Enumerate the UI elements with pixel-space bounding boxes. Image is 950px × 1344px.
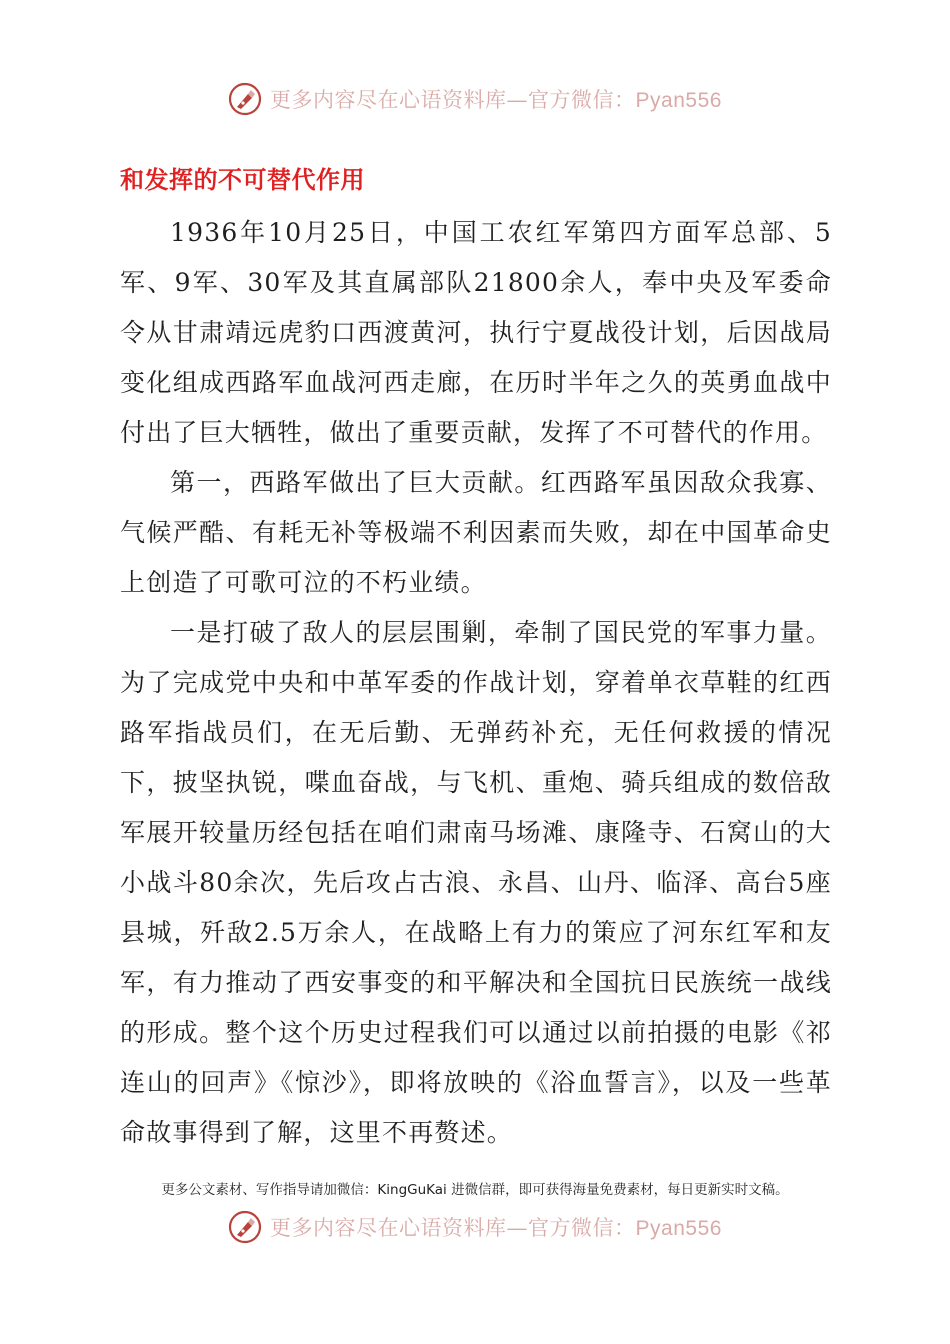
header-banner — [0, 82, 950, 116]
paragraph: 一是打破了敌人的层层围剿，牵制了国民党的军事力量。为了完成党中央和中革军委的作战计划，穿着单衣草鞋的红西路军指战员们，在无后勤、无弹药补充，无任何救援的情况下，披坚执锐，喋血奋战，与飞机、重炮、骑兵组成的数倍敌军展开较量历经包括在咱们肃南马场滩、康隆寺、石窝山的大小战斗80余次，先后攻占古浪、永昌、山丹、临泽、高台5座县城，歼敌2.5万余人，在战略上有力的策应了河东红军和友军，有力推动了西安事变的和平解决和全国抗日民族统一战线的形成。整个这个历史过程我们可以通过以前拍摄的电影《祁连山的回声》《惊沙》，即将放映的《浴血誓言》，以及一些革命故事得到了解，这里不再赘述。 — [120, 618, 832, 1147]
banner-text: 更多内容尽在心语资料库—官方微信：Pyan556 — [270, 88, 722, 112]
footer-banner — [0, 1210, 950, 1244]
banner-text: 更多内容尽在心语资料库—官方微信：Pyan556 — [270, 1216, 722, 1240]
section-heading: 和发挥的不可替代作用 — [120, 166, 365, 194]
banner-wechat-id: Pyan556 — [635, 89, 722, 112]
article-body — [120, 208, 832, 1158]
pen-nib-logo-icon — [228, 82, 262, 116]
footer-note: 更多公文素材、写作指导请加微信：KingGuKai 进微信群，即可获得海量免费素材，每日更新实时文稿。 — [161, 1182, 789, 1198]
pen-nib-logo-icon — [228, 1210, 262, 1244]
paragraph: 第一，西路军做出了巨大贡献。红西路军虽因敌众我寡、气候严酷、有耗无补等极端不利因素而失败，却在中国革命史上创造了可歌可泣的不朽业绩。 — [120, 468, 832, 597]
paragraph: 1936年10月25日，中国工农红军第四方面军总部、5军、9军、30军及其直属部队21800余人，奉中央及军委命令从甘肃靖远虎豹口西渡黄河，执行宁夏战役计划，后因战局变化组成西路军血战河西走廊，在历时半年之久的英勇血战中付出了巨大牺牲，做出了重要贡献，发挥了不可替代的作用。 — [120, 218, 832, 447]
banner-wechat-id: Pyan556 — [635, 1217, 722, 1240]
